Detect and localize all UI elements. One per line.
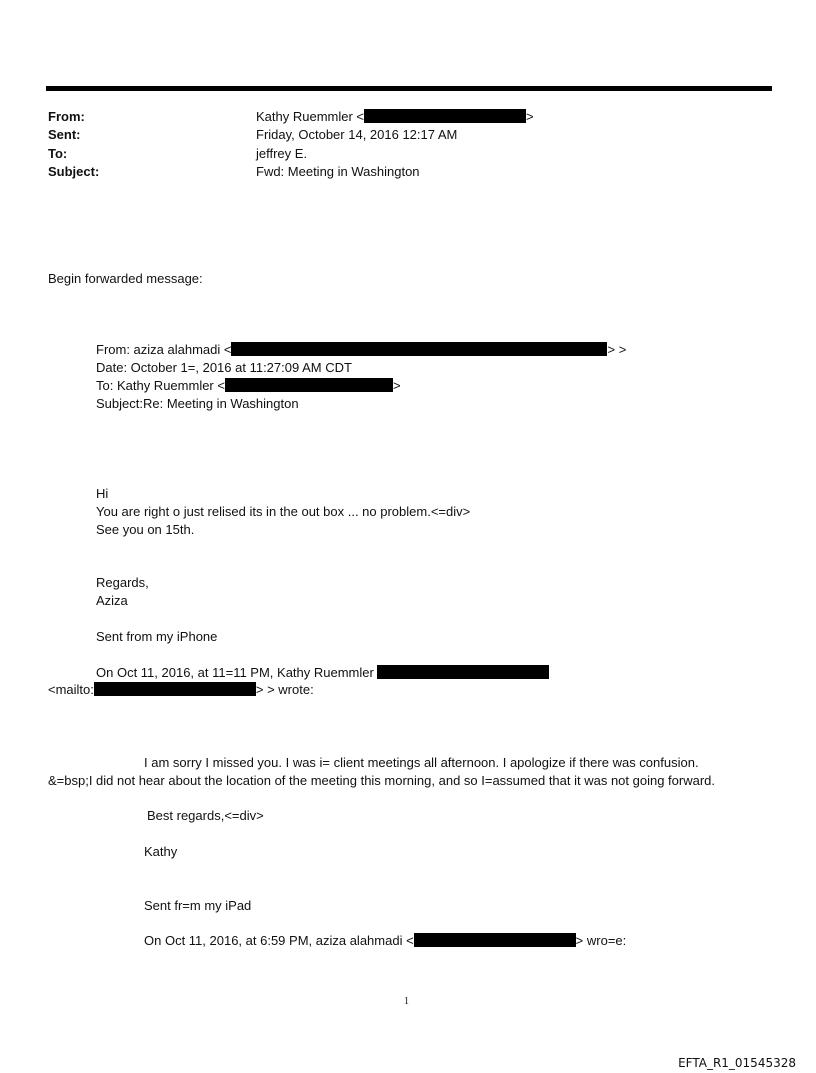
regards-text: Regards, [96,575,149,590]
quote-mailto-line [48,682,314,698]
subject-label: Subject: [48,164,100,179]
message-line: You are right o just relised its in the out box ... no problem.<=div> [96,504,471,519]
redaction-box [414,933,576,947]
sent-label: Sent: [48,127,81,142]
sent-value: Friday, October 14, 2016 12:17 AM [256,127,458,142]
quote-header-prefix: On Oct 11, 2016, at 6:59 PM, aziza alahmadi < [144,933,414,948]
from-label: From: [48,109,85,124]
quoted-message-line: &=bsp;I did not hear about the location of the meeting this morning, and so I=assumed that it was not going forward. [48,773,716,788]
forwarded-to-line [96,378,401,394]
forwarded-from-line [96,342,626,358]
forwarded-from-suffix: > > [607,342,627,357]
from-suffix: > [526,109,534,124]
sent-from-iphone-text: Sent from my iPhone [96,629,218,644]
kathy-signature-text: Kathy [144,844,178,859]
redaction-box [377,665,549,679]
to-label: To: [48,146,68,161]
redaction-box [225,378,393,392]
redaction-box [364,109,526,123]
quote-header-suffix: > wro=e: [575,933,627,948]
header-rule [46,86,772,91]
subject-value: Fwd: Meeting in Washington [256,164,420,179]
from-name: Kathy Ruemmler < [256,109,365,124]
document-id: EFTA_R1_01545328 [678,1056,796,1070]
message-line: See you on 15th. [96,522,195,537]
begin-forwarded-text: Begin forwarded message: [48,271,203,286]
forwarded-date-line: Date: October 1=, 2016 at 11:27:09 AM CDT [96,360,352,375]
best-regards-text: Best regards,<=div> [147,808,264,823]
forwarded-to-suffix: > [392,378,401,393]
to-value: jeffrey E. [256,146,308,161]
forwarded-from-prefix: From: aziza alahmadi < [96,342,232,357]
redaction-box [94,682,256,696]
signature-text: Aziza [96,593,128,608]
mailto-prefix: <mailto: [48,682,94,697]
forwarded-to-prefix: To: Kathy Ruemmler < [96,378,225,393]
from-value [256,109,534,125]
quote-header-line [144,933,626,949]
greeting-text: Hi [96,486,109,501]
quote-header-text: On Oct 11, 2016, at 11=11 PM, Kathy Ruemmler [96,665,374,680]
quote-header-line [96,665,549,681]
mailto-suffix: > > wrote: [255,682,314,697]
quoted-message-line: I am sorry I missed you. I was i= client meetings all afternoon. I apologize if there was confusion. [144,755,699,770]
page-number: 1 [404,996,409,1007]
forwarded-subject-line: Subject:Re: Meeting in Washington [96,396,299,411]
sent-from-ipad-text: Sent fr=m my iPad [144,898,252,913]
redaction-box [231,342,607,356]
